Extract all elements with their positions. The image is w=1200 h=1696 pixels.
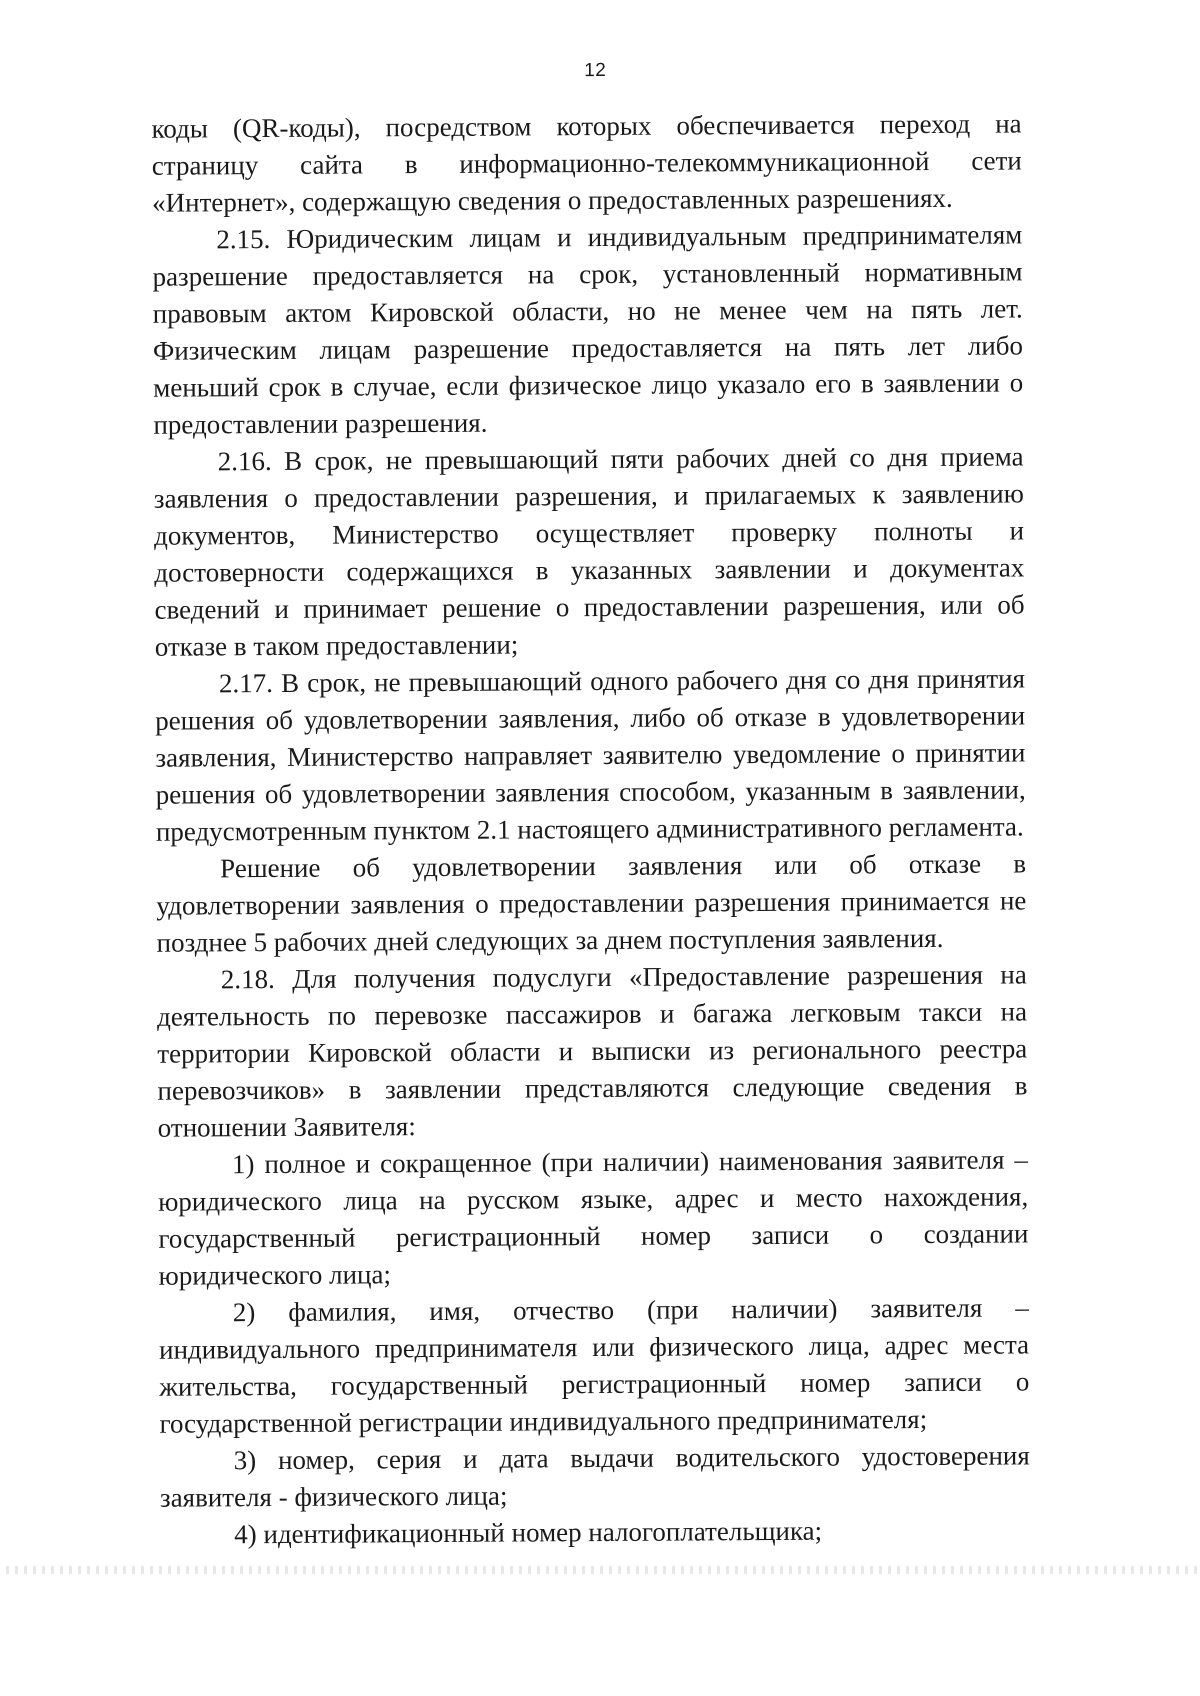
document-body [152,105,1031,1553]
paragraph-2-16: 2.16. В срок, не превышающий пяти рабочих дней со дня приема заявления о предоставлении разрешения, и прилагаемых к заявлению документов, Министерство осуществляет проверку полноты и достоверности содержащихся в указанных заявлении и документах сведений и принимает решение о предоставлении разрешения, или об отказе в таком предоставлении; [153,441,1025,662]
scan-artifact-line [0,1566,1200,1574]
paragraph-decision: Решение об удовлетворении заявления или об отказе в удовлетворении заявления о предоставлении разрешения принимается не позднее 5 рабочих дней следующих за днем поступления заявления. [156,848,1027,958]
page-number: 12 [584,59,607,82]
paragraph-2-17: 2.17. В срок, не превышающий одного рабочего дня со дня принятия решения об удовлетворении заявления, либо об отказе в удовлетворении заявления, Министерство направляет заявителю уведомление о принятии решения об удовлетворении заявления способом, указанным в заявлении, предусмотренным пунктом 2.1 настоящего административного регламента. [155,663,1026,847]
list-item-4: 4) идентификационный номер налогоплательщика; [234,1515,823,1550]
list-item-1: 1) полное и сокращенное (при наличии) наименования заявителя – юридического лица на русском языке, адрес и место нахождения, государственный регистрационный номер записи о создании юридического лица; [158,1144,1029,1291]
list-item-2: 2) фамилия, имя, отчество (при наличии) заявителя – индивидуального предпринимателя или физического лица, адрес места жительства, государственный регистрационный номер записи о государственной регистрации индивидуального предпринимателя; [158,1292,1030,1439]
paragraph-continuation: коды (QR-коды), посредством которых обеспечивается переход на страницу сайта в информационно-телекоммуникационной сети «Интернет», содержащую сведения о предоставленных разрешениях. [151,108,1022,218]
paragraph-2-18: 2.18. Для получения подуслуги «Предоставление разрешения на деятельность по перевозке пассажиров и багажа легковым такси на территории Кировской области и выписки из регионального реестра перевозчиков» в заявлении представляются следующие сведения в отношении Заявителя: [156,959,1028,1143]
paragraph-2-15: 2.15. Юридическим лицам и индивидуальным предпринимателям разрешение предоставляется на срок, установленный нормативным правовым актом Кировской области, но не менее чем на пять лет. Физическим лицам разрешение предоставляется на пять лет либо меньший срок в случае, если физическое лицо указало его в заявлении о предоставлении разрешения. [152,219,1024,440]
list-item-3: 3) номер, серия и дата выдачи водительского удостоверения заявителя - физического лица; [159,1440,1030,1513]
